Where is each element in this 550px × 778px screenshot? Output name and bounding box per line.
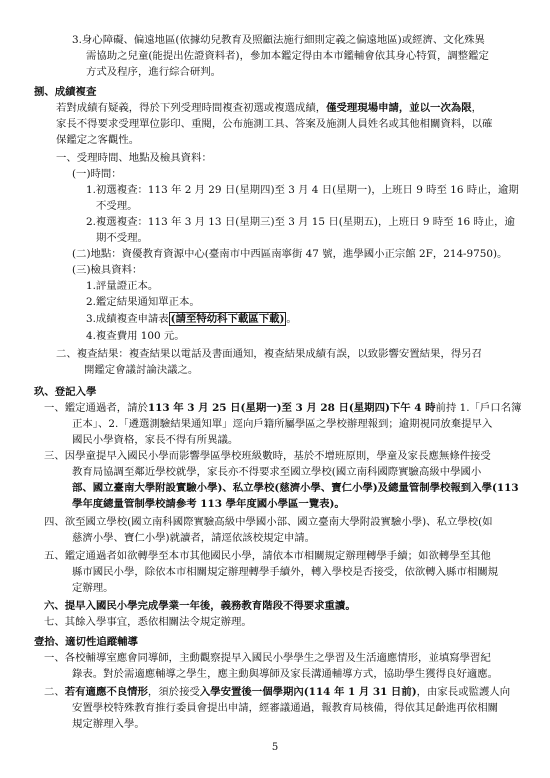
s9-item3-line1: 四、欲至國立學校(國立南科國際實驗高級中學國小部、國立臺南大學附設實驗小學)、私立學校(如	[44, 516, 493, 528]
s8-item1: 一、受理時間、地點及檢具資料：	[56, 152, 212, 164]
section-9-heading: 玖、登記入學	[34, 386, 97, 398]
s9-item2-line2: 教育局協調至鄰近學校就學，家長亦不得要求至國立學校(國立南科國際實驗高級中學國小	[72, 466, 482, 478]
s10-item1-line1: 一、各校輔導室應會同導師，主動觀察提早入國民小學學生之學習及生活適應情形，並填寫學習紀	[44, 652, 491, 664]
s8-doc-1: 1.評量證正本。	[86, 280, 159, 292]
s9-item1-line2: 正本」、2.「遴選測驗結果通知單」逕向戶籍所屬學區之學校辦理報到；逾期視同放棄提早入	[72, 418, 493, 430]
s8-para-line1: 若對成績有疑義，得於下列受理時間複查初選或複選成績，僅受理現場申請，並以一次為限，	[56, 102, 483, 114]
s8-time-b-line1: 2.複選複查：113 年 3 月 13 日(星期三)至 3 月 15 日(星期五)，上班日 9 時至 16 時止，逾	[86, 216, 515, 228]
section-10-heading: 壹拾、適切性追蹤輔導	[34, 636, 138, 648]
s9-registration-dates: 113 年 3 月 25 日(星期一)至 3 月 28 日(星期四)下午 4 時	[147, 402, 436, 414]
s8-item1-docs: (三)檢具資料：	[72, 264, 143, 276]
s8-item2-line2: 開鑑定會議討論決議之。	[84, 364, 199, 376]
s9-item2-line4: 學年度總量管制學校請參考 113 學年度國小學區一覽表)。	[72, 498, 345, 510]
s9-item4-line2: 縣市國民小學，除依本市相關規定辦理轉學手續外，轉入學校是否接受，依欲轉入縣市相關規	[72, 566, 499, 578]
s8-doc-3: 3.成績複查申請表 (請至特幼科下載區下載) 。	[86, 313, 297, 325]
s8-para-line3: 保鑑定之客觀性。	[56, 134, 140, 146]
s8-para-line2: 家長不得要求受理單位影印、重閱，公布施測工具、答案及施測人員姓名或其他相關資料，以確	[56, 118, 493, 130]
s10-item1-line2: 錄表。對於需適應輔導之學生，應主動與導師及家長溝通輔導方式，協助學生獲得良好適應。	[72, 668, 499, 680]
s9-item2-line1: 三、因學童提早入國民小學而影響學區學校班級數時，基於不增班原則，學童及家長應無條件接受	[44, 450, 491, 462]
item3-line3: 方式及程序，進行綜合研判。	[86, 66, 222, 78]
s9-item1-line3: 國民小學資格，家長不得有所異議。	[72, 434, 239, 446]
s9-item6: 七、其餘入學事宜，悉依相關法令規定辦理。	[44, 616, 252, 628]
s9-item4-line3: 定辦理。	[72, 582, 114, 594]
s10-item2-line1: 二、若有適應不良情形，須於接受入學安置後一個學期內(114 年 1 月 31 日前)，由家長或監護人向	[44, 686, 511, 698]
s8-time-a-line1: 1.初選複查：113 年 2 月 29 日(星期四)至 3 月 4 日(星期一)，上班日 9 時至 16 時止，逾期	[86, 184, 519, 196]
s8-doc-4: 4.複查費用 100 元。	[86, 330, 185, 342]
s10-deadline: 入學安置後一個學期內(114 年 1 月 31 日前)	[199, 686, 417, 698]
item3-line1: 3.身心障礙、偏遠地區(依據幼兒教育及照顧法施行細則定義之偏遠地區)或經濟、文化殊異	[72, 34, 485, 46]
s9-item3-line2: 慈濟小學、寶仁小學)就讀者，請逕依該校規定申請。	[72, 532, 316, 544]
section-8-heading: 捌、成績複查	[34, 86, 97, 98]
s9-item1-line1: 一、鑑定通過者，請於113 年 3 月 25 日(星期一)至 3 月 28 日(星期四)下午 4 時前持 1.「戶口名簿	[44, 402, 522, 414]
s8-emphasis: 僅受理現場申請，並以一次為限	[326, 102, 472, 114]
s9-item2-line3: 部、國立臺南大學附設實驗小學)、私立學校(慈濟小學、寶仁小學)及總量管制學校報到入學(113	[72, 482, 519, 494]
s8-item1-place: (二)地點：資優教育資源中心(臺南市中西區南寧街 47 號，進學國小正宗館 2F，214-9750)。	[72, 248, 508, 260]
page-number: 5	[271, 742, 279, 753]
s9-item5: 六、提早入國民小學完成學業一年後，義務教育階段不得要求重讀。	[44, 600, 356, 612]
item3-line2: 需協助之兒童(能提出佐證資料者)，參加本鑑定得由本市鑑輔會依其身心特質，調整鑑定	[86, 50, 489, 62]
download-note-box: (請至特幼科下載區下載)	[170, 313, 285, 325]
s9-item4-line1: 五、鑑定通過者如欲轉學至本市其他國民小學，請依本市相關規定辦理轉學手續；如欲轉學至其他	[44, 550, 491, 562]
s10-maladjustment: 若有適應不良情形	[64, 686, 148, 698]
s8-doc-2: 2.鑑定結果通知單正本。	[86, 296, 200, 308]
s8-item2-line1: 二、複查結果：複查結果以電話及書面通知，複查結果成績有誤，以致影響安置結果，得另召	[56, 348, 483, 360]
s8-item1-time: (一)時間：	[72, 168, 122, 180]
s8-time-b-line2: 期不受理。	[96, 232, 148, 244]
s10-item2-line2: 安置學校特殊教育推行委員會提出申請，經審議通過，報教育局核備，得依其足齡進再依相關	[72, 702, 499, 714]
s8-time-a-line2: 不受理。	[96, 200, 138, 212]
s10-item2-line3: 規定辦理入學。	[72, 718, 145, 730]
